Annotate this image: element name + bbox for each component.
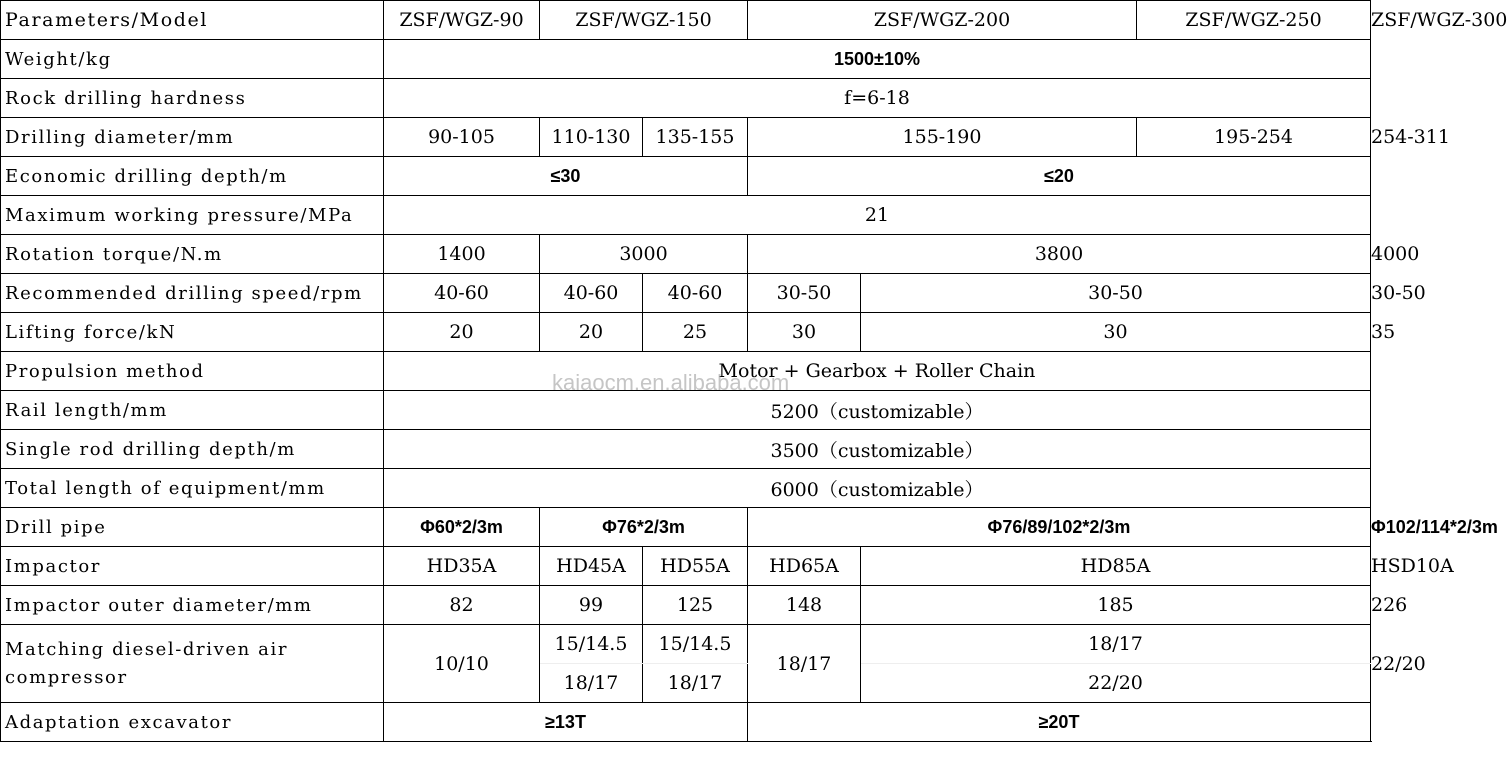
model-header: ZSF/WGZ-200	[748, 1, 1137, 40]
row-label: Economic drilling depth/m	[1, 157, 384, 196]
cell: 30-50	[861, 274, 1371, 313]
cell: Φ60*2/3m	[384, 508, 540, 547]
header-label: Parameters/Model	[1, 1, 384, 40]
cell: 99	[540, 586, 643, 625]
row-label: Maximum working pressure/MPa	[1, 196, 384, 235]
cell: 110-130	[540, 118, 643, 157]
cell: Motor + Gearbox + Roller Chain	[384, 352, 1371, 391]
cell: 15/14.5	[540, 625, 643, 664]
cell: 195-254	[1137, 118, 1371, 157]
table-row: Drill pipe Φ60*2/3m Φ76*2/3m Φ76/89/102*2/3m Φ102/114*2/3m	[1, 508, 1371, 547]
cell: 30-50	[748, 274, 861, 313]
row-label: Total length of equipment/mm	[1, 469, 384, 508]
cell: 148	[748, 586, 861, 625]
cell: 18/17	[748, 625, 861, 703]
cell: 30	[748, 313, 861, 352]
cell: 20	[540, 313, 643, 352]
cell: 125	[643, 586, 748, 625]
cell: 3500（customizable）	[384, 430, 1371, 469]
row-label: Drill pipe	[1, 508, 384, 547]
cell: 5200（customizable）	[384, 391, 1371, 430]
cell: f=6-18	[384, 79, 1371, 118]
table-row	[1, 79, 1371, 118]
header-row: Parameters/Model ZSF/WGZ-90 ZSF/WGZ-150 ZSF/WGZ-200 ZSF/WGZ-250 ZSF/WGZ-300	[1, 1, 1371, 40]
row-label: Rail length/mm	[1, 391, 384, 430]
cell: 25	[643, 313, 748, 352]
cell: 18/17	[643, 664, 748, 703]
cell: 30	[861, 313, 1371, 352]
row-label: Adaptation excavator	[1, 703, 384, 742]
cell: 1500±10%	[384, 40, 1371, 79]
row-label: Impactor outer diameter/mm	[1, 586, 384, 625]
table-row	[1, 352, 1371, 391]
cell: 82	[384, 586, 540, 625]
model-header: ZSF/WGZ-250	[1137, 1, 1371, 40]
table-row	[1, 391, 1371, 430]
row-label: Propulsion method	[1, 352, 384, 391]
cell: 20	[384, 313, 540, 352]
cell: 22/20	[861, 664, 1371, 703]
row-label: Rotation torque/N.m	[1, 235, 384, 274]
cell: 3000	[540, 235, 748, 274]
row-label: Lifting force/kN	[1, 313, 384, 352]
table-row: Rotation torque/N.m 1400 3000 3800 4000	[1, 235, 1371, 274]
cell: 40-60	[540, 274, 643, 313]
row-label: Rock drilling hardness	[1, 79, 384, 118]
table-row	[1, 157, 1371, 196]
cell: Φ76*2/3m	[540, 508, 748, 547]
cell: HD35A	[384, 547, 540, 586]
table-row: Drilling diameter/mm 90-105 110-130 135-155 155-190 195-254 254-311	[1, 118, 1371, 157]
cell: 15/14.5	[643, 625, 748, 664]
table-row: Matching diesel-driven air compressor 10/10 15/14.5 15/14.5 18/17 18/17 22/20	[1, 625, 1371, 664]
cell: 185	[861, 586, 1371, 625]
cell: Φ76/89/102*2/3m	[748, 508, 1371, 547]
cell: HD85A	[861, 547, 1371, 586]
cell: 40-60	[384, 274, 540, 313]
cell: 18/17	[540, 664, 643, 703]
table-row: Recommended drilling speed/rpm 40-60 40-60 40-60 30-50 30-50 30-50	[1, 274, 1371, 313]
cell: 21	[384, 196, 1371, 235]
cell: ≥20T	[748, 703, 1371, 742]
table-row	[1, 196, 1371, 235]
model-header: ZSF/WGZ-150	[540, 1, 748, 40]
cell: 155-190	[748, 118, 1137, 157]
cell: 6000（customizable）	[384, 469, 1371, 508]
row-label: Single rod drilling depth/m	[1, 430, 384, 469]
model-header: ZSF/WGZ-90	[384, 1, 540, 40]
cell: 90-105	[384, 118, 540, 157]
table-row	[1, 703, 1371, 742]
cell: ≥13T	[384, 703, 748, 742]
cell: 40-60	[643, 274, 748, 313]
table-row	[1, 469, 1371, 508]
row-label: Recommended drilling speed/rpm	[1, 274, 384, 313]
row-label: Drilling diameter/mm	[1, 118, 384, 157]
cell: HD65A	[748, 547, 861, 586]
table-row	[1, 430, 1371, 469]
cell: 18/17	[861, 625, 1371, 664]
row-label: Matching diesel-driven air compressor	[1, 625, 384, 703]
table-row	[1, 40, 1371, 79]
row-label: Weight/kg	[1, 40, 384, 79]
cell: HD45A	[540, 547, 643, 586]
row-label: Impactor	[1, 547, 384, 586]
cell: ≤30	[384, 157, 748, 196]
cell: 135-155	[643, 118, 748, 157]
cell: 10/10	[384, 625, 540, 703]
table-row: Lifting force/kN 20 20 25 30 30 35	[1, 313, 1371, 352]
cell: 3800	[748, 235, 1371, 274]
table-row: Impactor HD35A HD45A HD55A HD65A HD85A HSD10A	[1, 547, 1371, 586]
table-row: Impactor outer diameter/mm 82 99 125 148 185 226	[1, 586, 1371, 625]
cell: HD55A	[643, 547, 748, 586]
watermark: kaiaocm.en.alibaba.com	[552, 370, 790, 395]
cell: 1400	[384, 235, 540, 274]
cell: ≤20	[748, 157, 1371, 196]
